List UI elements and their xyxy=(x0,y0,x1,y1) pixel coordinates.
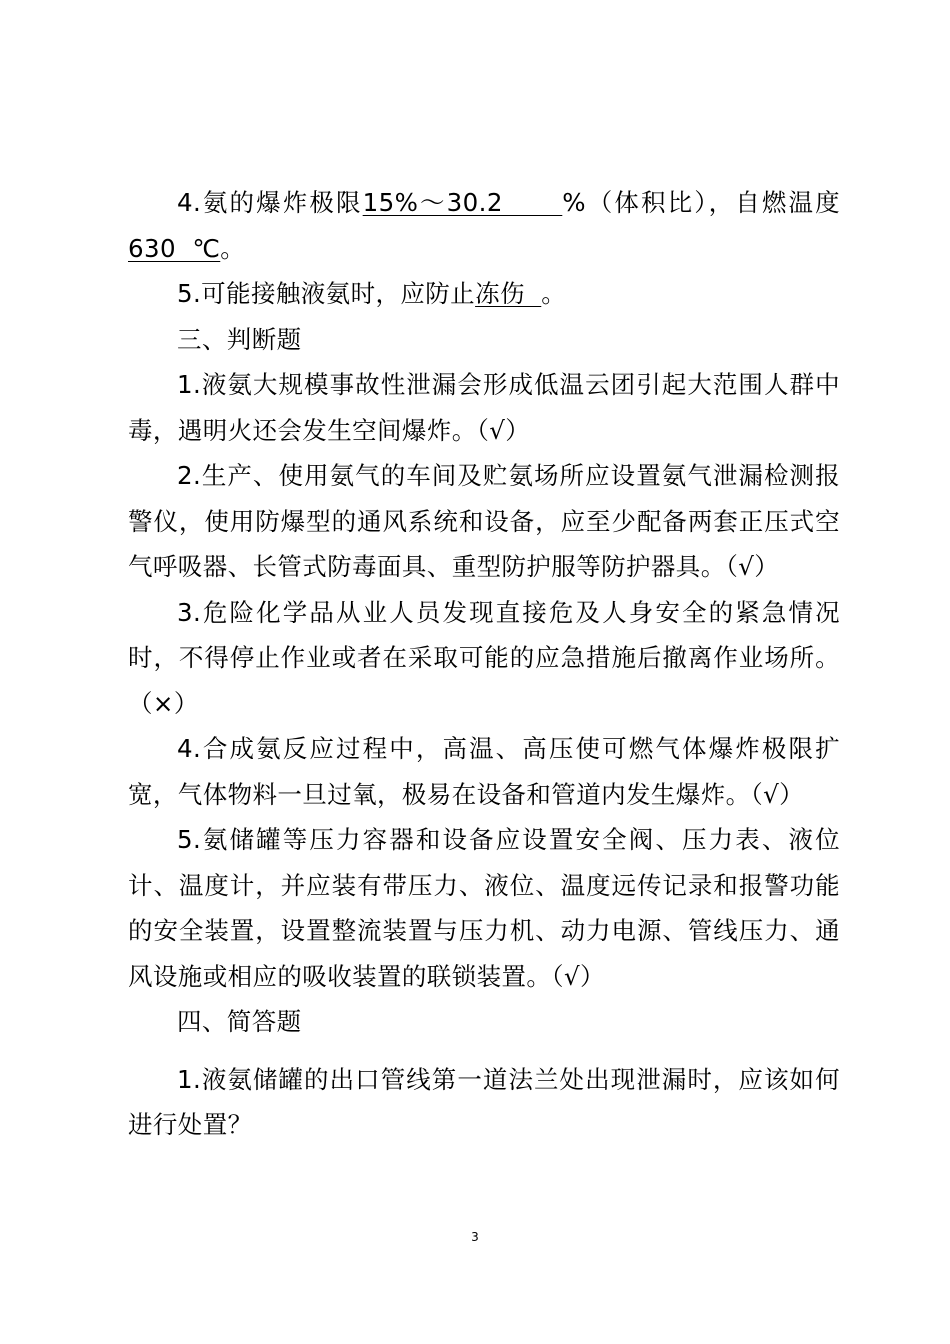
judge-item-1: 1.液氨大规模事故性泄漏会形成低温云团引起大范围人群中毒，遇明火还会发生空间爆炸。（√） xyxy=(128,370,840,445)
short-answer-item-1: 1.液氨储罐的出口管线第一道法兰处出现泄漏时，应该如何进行处置？ xyxy=(128,1064,840,1139)
question-5-prefix: 5.可能接触液氨时，应防止 xyxy=(177,279,476,308)
judge-item-4: 4.合成氨反应过程中，高温、高压使可燃气体爆炸极限扩宽，气体物料一旦过氧，极易在设备和管道内发生爆炸。（√） xyxy=(128,734,840,809)
judge-item-2: 2.生产、使用氨气的车间及贮氨场所应设置氨气泄漏检测报警仪，使用防爆型的通风系统和设备，应至少配备两套正压式空气呼吸器、长管式防毒面具、重型防护服等防护器具。（√） xyxy=(128,461,840,581)
document-body xyxy=(128,180,840,1148)
question-4-answer-autoignition: 630 ℃ xyxy=(128,233,221,263)
question-5-answer: 冻伤 xyxy=(475,279,542,308)
section-title-short-answer: 四、简答题 xyxy=(177,1007,302,1036)
section-title-true-false: 三、判断题 xyxy=(177,324,302,354)
question-4-middle: %（体积比），自燃温度 xyxy=(562,188,840,217)
question-5-fill-blank xyxy=(128,271,840,317)
judge-item-3: 3.危险化学品从业人员发现直接危及人身安全的紧急情况时，不得停止作业或者在采取可能的应急措施后撤离作业场所。（×） xyxy=(128,597,840,718)
question-4-answer-explosion-limit: 15%～30.2 xyxy=(362,188,563,217)
question-4-prefix: 4.氨的爆炸极限 xyxy=(177,188,363,217)
page-number: 3 xyxy=(471,1230,479,1244)
question-4-suffix: 。 xyxy=(220,233,246,263)
question-5-suffix: 。 xyxy=(541,279,567,308)
question-4-fill-blank xyxy=(128,180,840,271)
judge-item-5: 5.氨储罐等压力容器和设备应设置安全阀、压力表、液位计、温度计，并应装有带压力、液位、温度远传记录和报警功能的安全装置，设置整流装置与压力机、动力电源、管线压力、通风设施或相应的吸收装置的联锁装置。（√） xyxy=(128,825,840,991)
